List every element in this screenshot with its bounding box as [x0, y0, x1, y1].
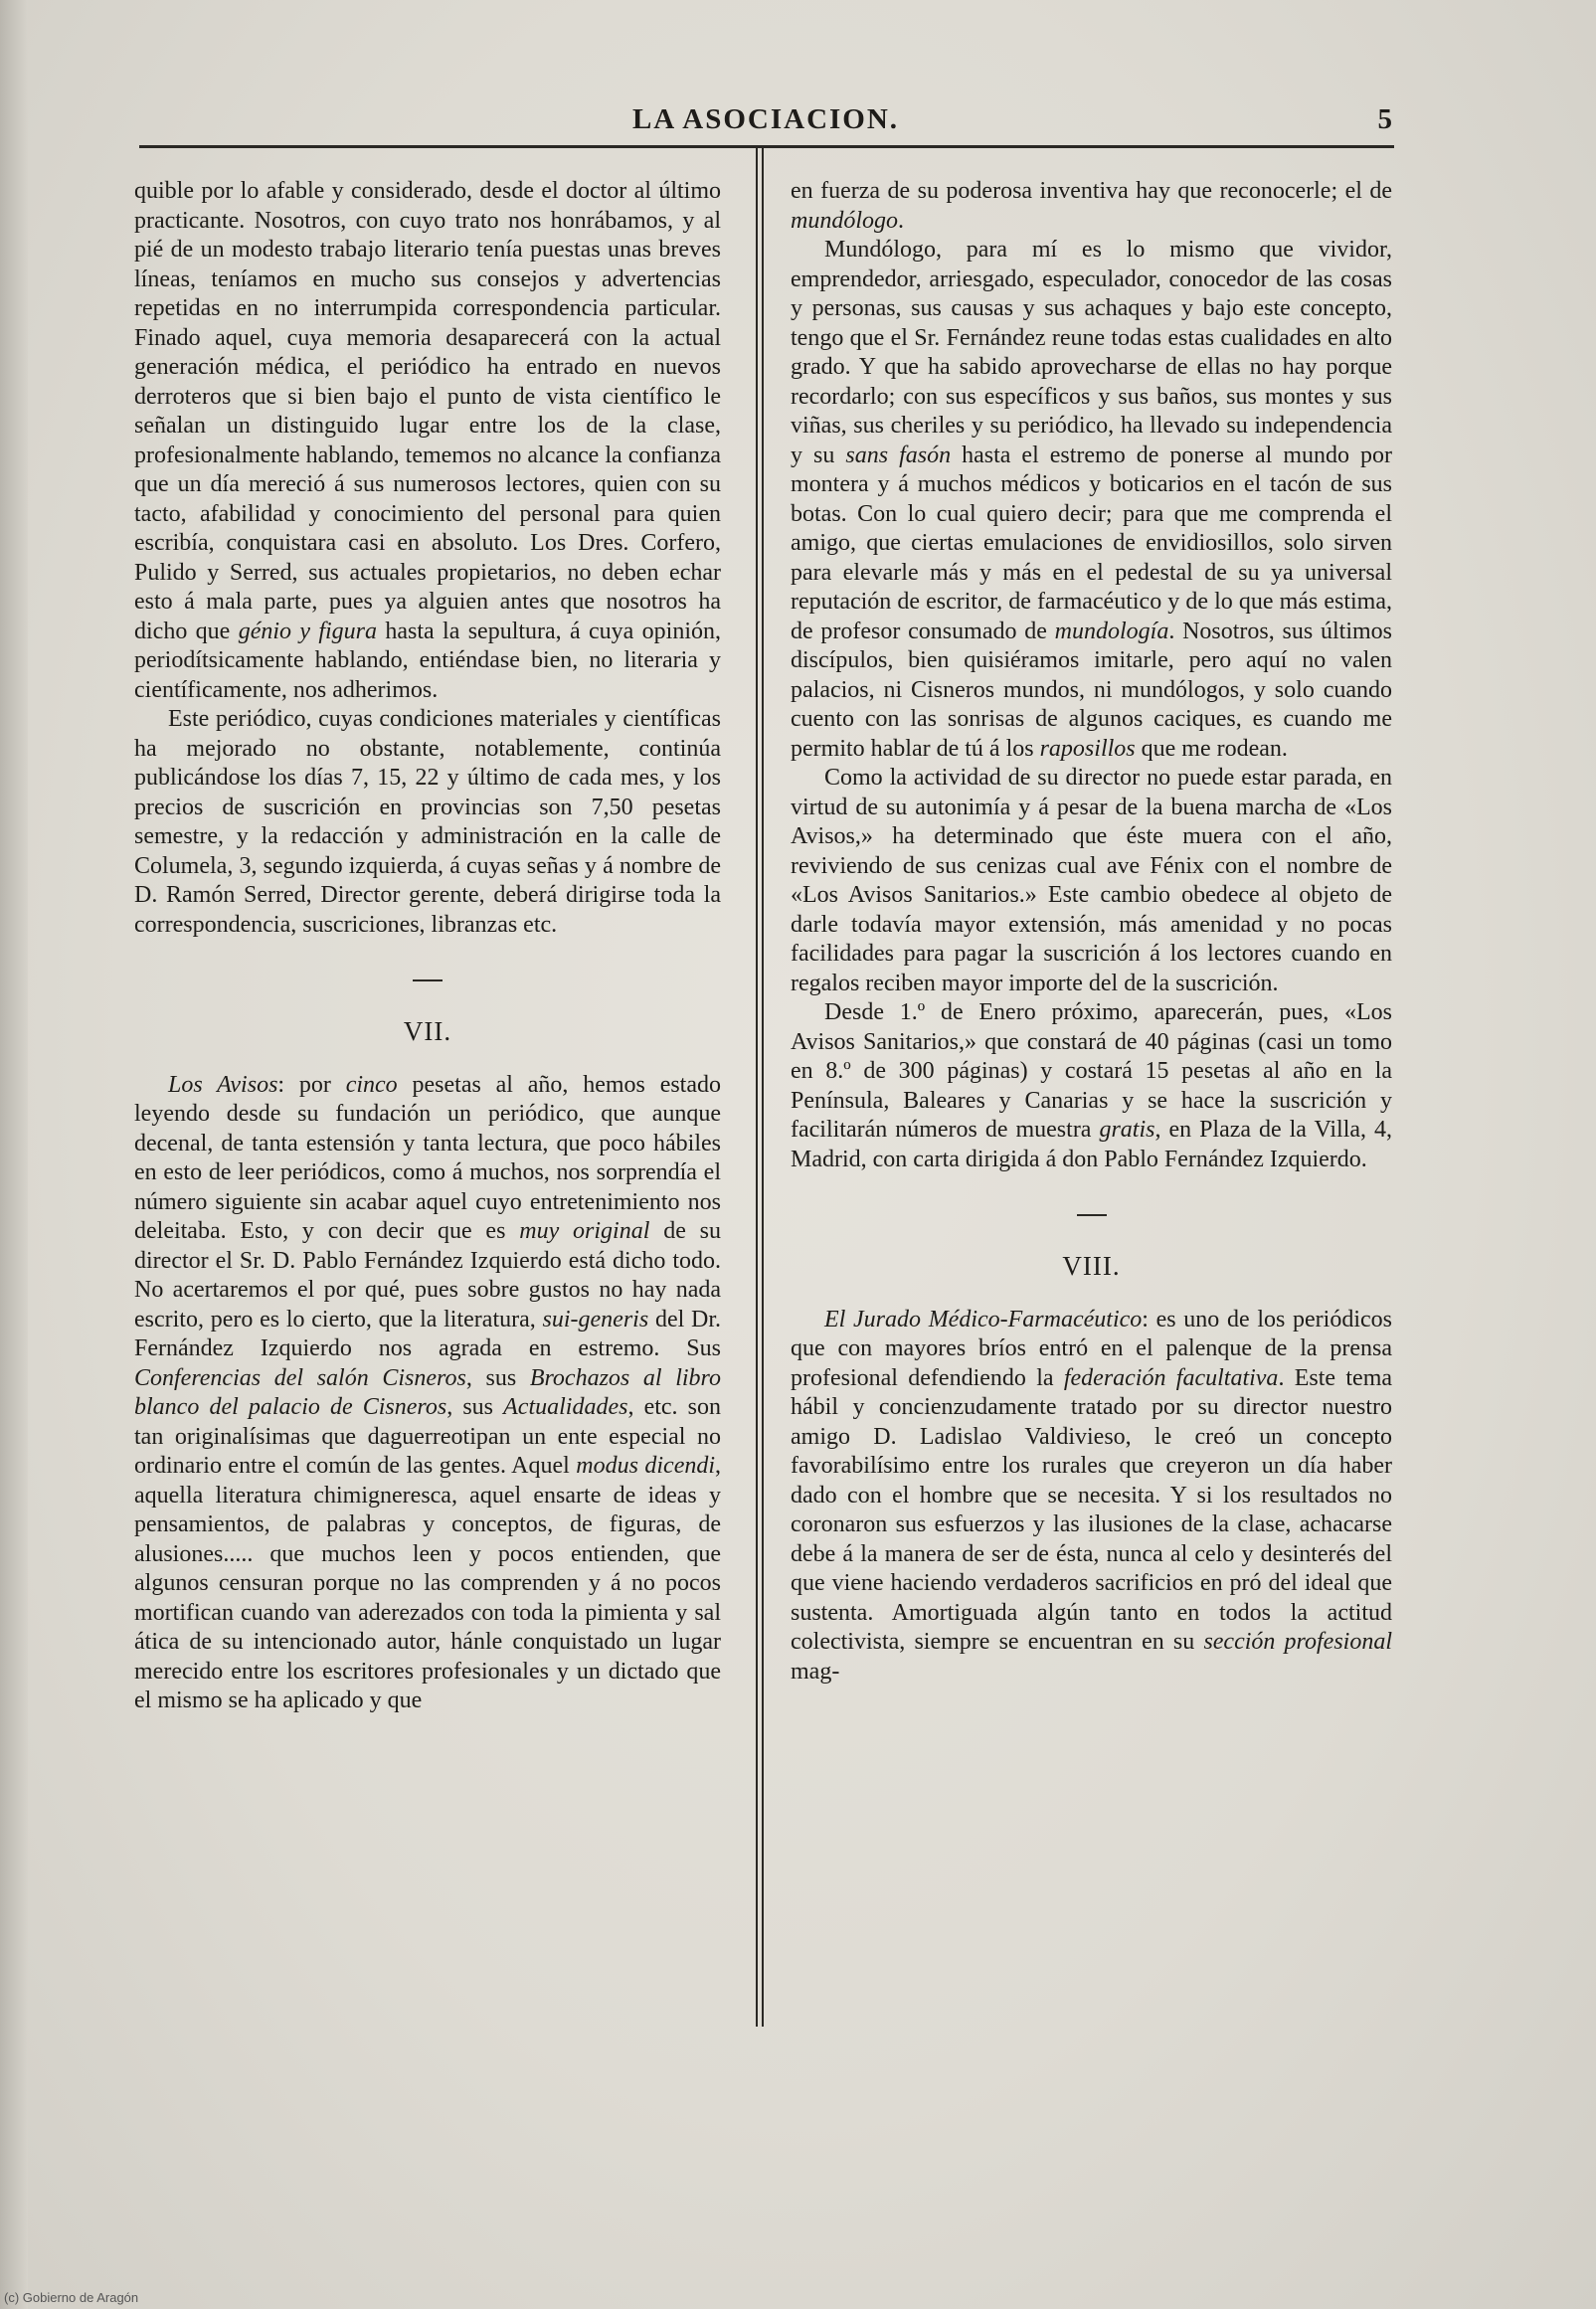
section-heading-viii: VIII.: [1062, 1251, 1121, 1281]
section-separator: [1077, 1214, 1107, 1216]
book-spine-shadow: [0, 0, 28, 2309]
paragraph: en fuerza de su poderosa inventiva hay que reconocerle; el de mundólogo.: [791, 178, 1392, 234]
header-rule: [139, 145, 1394, 148]
left-column: [134, 177, 721, 1716]
section-separator: [413, 979, 443, 981]
paragraph: Mundólogo, para mí es lo mismo que vividor, emprendedor, arriesgado, especulador, conocedor de las cosas y personas, sus causas y sus achaques y bajo este concepto, tengo que el Sr. Fernández reune todas estas cualidades en alto grado. Y que ha sabido aprovecharse de ellas no hay porque recordarlo; con sus específicos y sus baños, sus montes y sus viñas, sus cheriles y su periódico, ha llevado su independencia y su sans fasón hasta el estremo de ponerse al mundo por montera y á muchos médicos y boticarios en el tacón de sus botas. Con lo cual quiero decir; para que me comprenda el amigo, que ciertas emulaciones de envidiosillos, solo sirven para elevarle más y más en el pedestal de su ya universal reputación de escritor, de farmacéutico y de lo que más estima, de profesor consumado de mundología. Nosotros, sus últimos discípulos, bien quisiéramos imitarle, pero aquí no valen palacios, ni Cisneros mundos, ni mundólogos, y solo cuando cuento con las sonrisas de algunos caciques, es cuando me permito hablar de tú á los raposillos que me rodean.: [791, 237, 1393, 762]
page-header: [139, 99, 1392, 139]
copyright-credit: (c) Gobierno de Aragón: [4, 2290, 139, 2305]
column-divider: [756, 147, 764, 2027]
paragraph: Como la actividad de su director no puede estar parada, en virtud de su autonimía y á pesar de la buena marcha de «Los Avisos,» ha determinado que éste muera con el año, reviviendo de sus cenizas cual ave Fénix con el nombre de «Los Avisos Sanitarios.» Este cambio obedece al objeto de darle todavía mayor extensión, más amenidad y no pocas facilidades para pagar la suscrición á los lectores cuando en regalos reciben mayor importe del de la suscrición.: [791, 765, 1392, 996]
right-column: [791, 177, 1392, 1687]
section-heading-vii: VII.: [403, 1016, 452, 1046]
paragraph: Este periódico, cuyas condiciones materiales y científicas ha mejorado no obstante, notablemente, continúa publicándose los días 7, 15, 22 y último de cada mes, y los precios de suscrición en provincias son 7,50 pesetas semestre, y la redacción y administración en la calle de Columela, 3, segundo izquierda, á cuyas señas y á nombre de D. Ramón Serred, Director gerente, deberá dirigirse toda la correspondencia, suscriciones, libranzas etc.: [134, 706, 721, 938]
paragraph: Los Avisos: por cinco pesetas al año, hemos estado leyendo desde su fundación un periódico, que aunque decenal, de tanta estensión y tanta lectura, que poco hábiles en esto de leer periódicos, como á muchos, nos sorprendía el número siguiente sin acabar aquel cuyo entretenimiento nos deleitaba. Esto, y con decir que es muy original de su director el Sr. D. Pablo Fernández Izquierdo está dicho todo. No acertaremos el por qué, pues sobre gustos no hay nada escrito, pero es lo cierto, que la literatura, sui-generis del Dr. Fernández Izquierdo nos agrada en estremo. Sus Conferencias del salón Cisneros, sus Brochazos al libro blanco del palacio de Cisneros, sus Actualidades, etc. son tan originalísimas que daguerreotipan un ente especial no ordinario entre el común de las gentes. Aquel modus dicendi, aquella literatura chimigneresca, aquel ensarte de ideas y pensamientos, de palabras y conceptos, de figuras, de alusiones..... que muchos leen y pocos entienden, que algunos censuran porque no las comprenden y á no pocos mortifican cuando van aderezados con toda la pimienta y sal ática de su intencionado autor, hánle conquistado un lugar merecido entre los escritores profesionales y un dictado que el mismo se ha aplicado y que: [134, 1071, 722, 1713]
paragraph: quible por lo afable y considerado, desde el doctor al último practicante. Nosotros, con cuyo trato nos honrábamos, y al pié de un modesto trabajo literario tenía puestas unas breves líneas, teníamos en mucho sus consejos y advertencias repetidas en no interrumpida correspondencia particular. Finado aquel, cuya memoria desaparecerá con la actual generación médica, el periódico ha entrado en nuevos derroteros que si bien bajo el punto de vista científico le señalan un distinguido lugar entre los de la clase, profesionalmente hablando, tememos no alcance la confianza que un día mereció á sus numerosos lectores, quien con su tacto, afabilidad y conocimiento del personal para quien escribía, conquistara casi en absoluto. Los Dres. Corfero, Pulido y Serred, sus actuales propietarios, no deben echar esto á mala parte, pues ya alguien antes que nosotros ha dicho que génio y figura hasta la sepultura, á cuya opinión, periodítsicamente hablando, entiéndase bien, no literaria y científicamente, nos adherimos.: [134, 178, 722, 703]
page-number: 5: [1377, 103, 1392, 135]
paragraph: El Jurado Médico-Farmacéutico: es uno de los periódicos que con mayores bríos entró en el palenque de la prensa profesional defendiendo la federación facultativa. Este tema hábil y concienzudamente tratado por su director nuestro amigo D. Ladislao Valdivieso, le creó un concepto favorabilísimo entre los rurales que creyeron un día haber dado con el hombre que se necesita. Y si los resultados no coronaron sus esfuerzos y las ilusiones de la clase, achacarse debe á la manera de ser de ésta, nunca al celo y desinterés del que viene haciendo verdaderos sacrificios en pró del ideal que sustenta. Amortiguada algún tanto en todos la actitud colectivista, siempre se encuentran en su sección profesional mag-: [791, 1306, 1393, 1685]
running-title: LA ASOCIACION.: [631, 103, 900, 135]
paragraph: Desde 1.º de Enero próximo, aparecerán, pues, «Los Avisos Sanitarios,» que constará de 40 páginas (casi un tomo en 8.º de 300 páginas) y costará 15 pesetas al año en la Península, Baleares y Canarias y se hace la suscrición y facilitarán números de muestra gratis, en Plaza de la Villa, 4, Madrid, con carta dirigida á don Pablo Fernández Izquierdo.: [791, 999, 1393, 1172]
